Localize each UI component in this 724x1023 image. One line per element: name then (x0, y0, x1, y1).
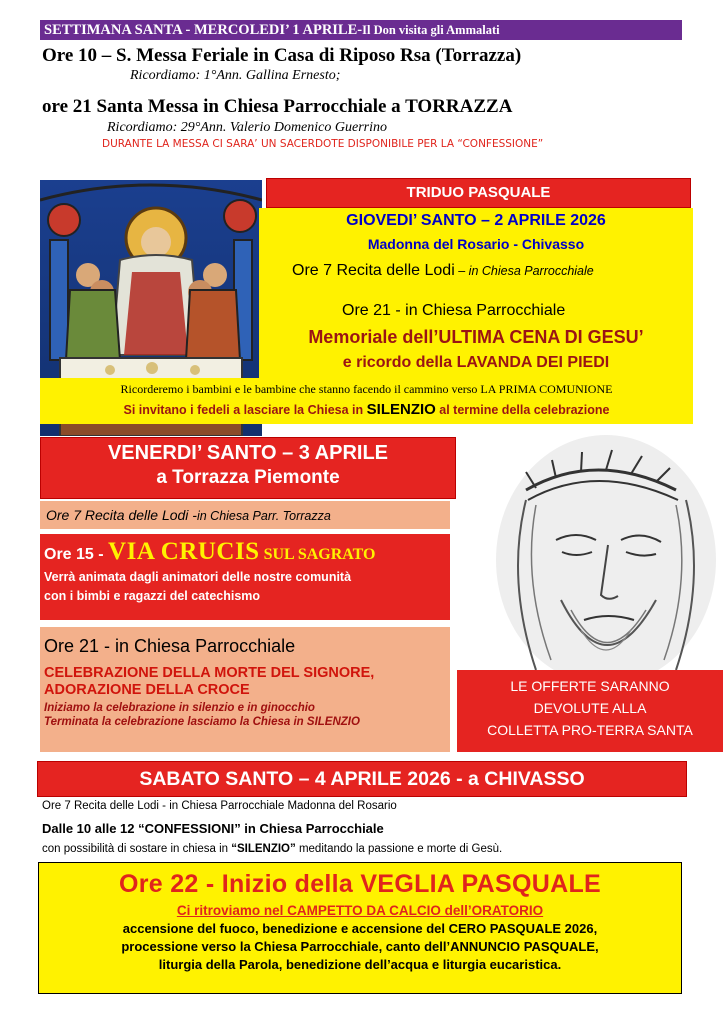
mass-torrazza-line: ore 21 Santa Messa in Chiesa Parrocchiale a TORRAZZA (42, 96, 513, 117)
via-main: VIA CRUCIS (108, 538, 260, 565)
veglia-meet: Ci ritroviamo nel CAMPETTO DA CALCIO dell’ORATORIO (176, 903, 544, 918)
venerdi-evening-box (40, 627, 450, 752)
mass-rsa-note: Ricordiamo: 1°Ann. Gallina Ernesto; (130, 68, 341, 83)
giovedi-lodi: Ore 7 Recita delle Lodi (292, 262, 455, 279)
sostare-pre: con possibilità di sostare in chiesa in (42, 843, 232, 855)
via-crucis-box (40, 534, 450, 620)
venerdi-note2: Terminata la celebrazione lasciamo la Chiesa in SILENZIO (44, 716, 360, 728)
venerdi-evening: Ore 21 - in Chiesa Parrocchiale (44, 636, 296, 656)
venerdi-celebr2: ADORAZIONE DELLA CROCE (44, 682, 250, 698)
confession-note: DURANTE LA MESSA CI SARA’ UN SACERDOTE DISPONIBILE PER LA “CONFESSIONE” (102, 138, 544, 150)
sostare-word: “SILENZIO” (231, 843, 296, 855)
giovedi-evening: Ore 21 - in Chiesa Parrocchiale (342, 302, 566, 319)
triduo-banner (266, 178, 691, 208)
veglia-box (38, 862, 682, 994)
triduo-title: TRIDUO PASQUALE (406, 184, 551, 201)
sabato-banner (37, 761, 687, 797)
header-title-suffix: Il Don visita gli Ammalati (362, 23, 500, 37)
giovedi-place: Madonna del Rosario - Chivasso (367, 236, 585, 252)
giovedi-memoriale: Memoriale dell’ULTIMA CENA DI GESU’ (308, 327, 644, 347)
sostare-post: meditando la passione e morte di Gesù. (295, 843, 503, 855)
veglia-line3: liturgia della Parola, benedizione dell’acqua e liturgia eucaristica. (158, 957, 562, 972)
venerdi-lodi-place: in Chiesa Parr. Torrazza (196, 509, 331, 523)
venerdi-place: a Torrazza Piemonte (156, 467, 340, 488)
venerdi-lodi-box (40, 501, 450, 529)
venerdi-celebr1: CELEBRAZIONE DELLA MORTE DEL SIGNORE, (44, 665, 375, 681)
veglia-line1: accensione del fuoco, benedizione e accensione del CERO PASQUALE 2026, (122, 921, 598, 936)
via-note1: Verrà animata dagli animatori delle nostre comunità (44, 570, 352, 584)
mass-rsa-line: Ore 10 – S. Messa Feriale in Casa di Riposo Rsa (Torrazza) (42, 45, 522, 66)
offerte-line2: DEVOLUTE ALLA (533, 700, 647, 716)
via-crucis-title (44, 538, 450, 566)
venerdi-note1: Iniziamo la celebrazione in silenzio e in ginocchio (44, 702, 315, 714)
header-banner (40, 20, 682, 40)
giovedi-lavanda: e ricordo della LAVANDA DEI PIEDI (342, 354, 610, 371)
sabato-lodi: Ore 7 Recita delle Lodi - in Chiesa Parrocchiale Madonna del Rosario (42, 800, 397, 812)
venerdi-lodi: Ore 7 Recita delle Lodi - (46, 507, 197, 523)
sabato-sostare (42, 843, 502, 855)
offerte-box (457, 670, 723, 752)
via-post: SUL SAGRATO (259, 546, 376, 563)
veglia-line2: processione verso la Chiesa Parrocchiale, canto dell’ANNUNCIO PASQUALE, (121, 939, 599, 954)
veglia-title (39, 870, 681, 899)
mass-torrazza-note: Ricordiamo: 29°Ann. Valerio Domenico Guerrino (107, 120, 387, 135)
silence-post: al termine della celebrazione (435, 403, 610, 417)
giovedi-silence-note (40, 401, 693, 418)
sabato-title: SABATO SANTO – 4 APRILE 2026 - a CHIVASSO (139, 768, 585, 790)
silence-pre: Si invitano i fedeli a lasciare la Chiesa in (123, 403, 367, 417)
venerdi-banner (40, 437, 456, 499)
giovedi-title: GIOVEDI’ SANTO – 2 APRILE 2026 (346, 212, 606, 229)
via-pre: Ore 15 - (44, 546, 109, 563)
offerte-line1: LE OFFERTE SARANNO (510, 678, 670, 694)
giovedi-communion-note: Ricorderemo i bambini e le bambine che stanno facendo il cammino verso LA PRIMA COMUNIONE (120, 382, 613, 396)
christ-drawing-image (456, 430, 724, 680)
veglia-title-text: Ore 22 - Inizio della VEGLIA PASQUALE (118, 870, 602, 898)
sabato-confessioni: Dalle 10 alle 12 “CONFESSIONI” in Chiesa Parrocchiale (42, 821, 384, 836)
christ-crown-of-thorns-icon (456, 430, 724, 680)
giovedi-lodi-line (292, 262, 594, 280)
via-note2: con i bimbi e ragazzi del catechismo (44, 589, 261, 603)
offerte-line3: COLLETTA PRO-TERRA SANTA (487, 722, 693, 738)
header-title: SETTIMANA SANTA - MERCOLEDI’ 1 APRILE- (44, 22, 363, 38)
giovedi-lodi-place: – in Chiesa Parrocchiale (454, 264, 594, 278)
silence-word: SILENZIO (366, 401, 436, 418)
venerdi-title: VENERDI’ SANTO – 3 APRILE (107, 442, 389, 464)
